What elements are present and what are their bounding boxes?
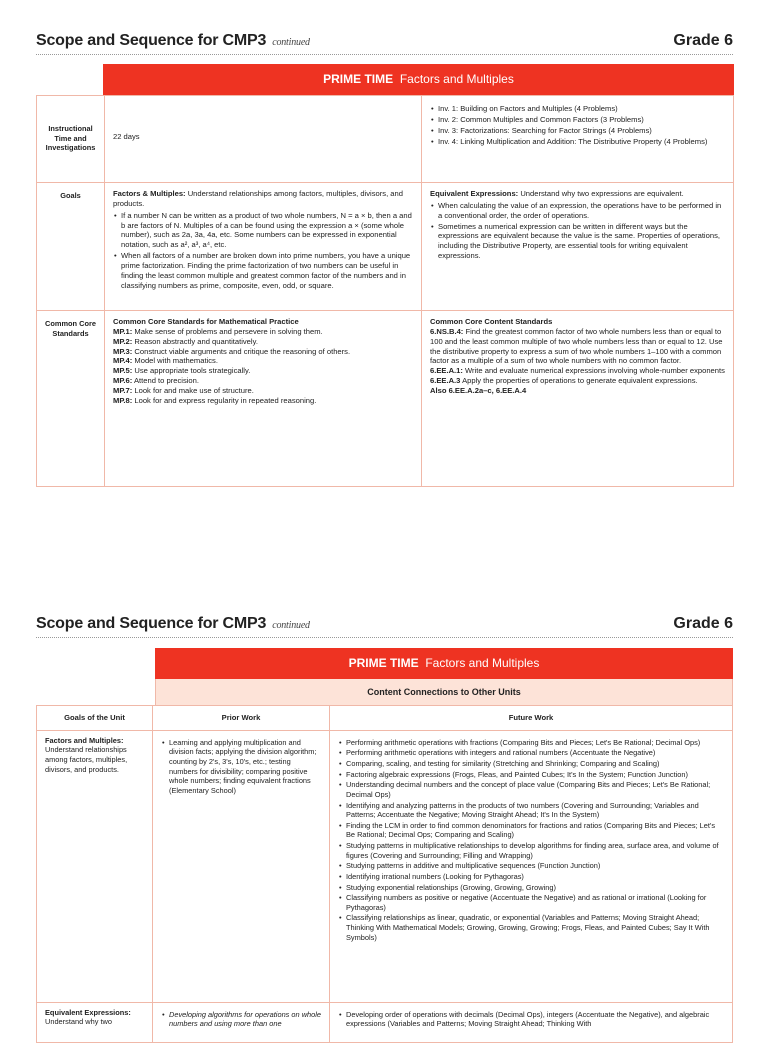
also-standards: Also 6.EE.A.2a–c, 6.EE.A.4 [430, 386, 527, 396]
future-item: • Understanding decimal numbers and the concept of place value (Comparing Bits and Pieces; Let's Be Rational; Decimal Ops) [346, 780, 724, 799]
grade-label: Grade 6 [673, 615, 733, 632]
future-item: • Developing order of operations with decimals (Decimal Ops), integers (Accentuate the Negative), and algebraic expressions (Variables and Patterns; Moving Straight Ahead; Thinking With [346, 1010, 724, 1029]
practice-title: Common Core Standards for Mathematical Practice [113, 317, 299, 326]
goals-label: Goals [37, 183, 105, 311]
days-cell: 22 days [105, 96, 422, 183]
investigation-item: • Inv. 1: Building on Factors and Multiples (4 Problems) [438, 104, 725, 114]
goal-title: Equivalent Expressions: [45, 1007, 131, 1017]
col-prior: Prior Work [153, 706, 330, 731]
investigations-list [430, 104, 725, 146]
goal-bullet: • When calculating the value of an expression, the operations have to be performed in a conventional order, the order of operations. [438, 201, 725, 221]
practice-list [113, 327, 413, 406]
instructional-label: Instructional Time and Investigations [37, 96, 105, 183]
unit-name: PRIME TIME [323, 72, 394, 86]
unit-banner [155, 648, 733, 679]
goal-title: Factors and Multiples: [45, 735, 124, 745]
unit-subtitle: Factors and Multiples [399, 72, 514, 86]
content-standard: 6.EE.A.3 Apply the properties of operations to generate equivalent expressions. [430, 376, 698, 386]
goal-bullet: • When all factors of a number are broken down into prime numbers, you have a unique prime factorization. Finding the prime factorization of two numbers can be useful in finding the least common multiple and greatest common factor of the numbers and in classifying numbers as prime, composite, even, odd, or square. [121, 251, 413, 290]
future-item: • Classifying numbers as positive or negative (Accentuate the Negative) and as rational or irrational (Looking for Pythagoras) [346, 893, 724, 912]
practice-cell [105, 311, 422, 487]
col-goals: Goals of the Unit [37, 706, 153, 731]
instructional-row [37, 96, 734, 183]
goal-right-list [430, 201, 725, 261]
future-item: • Identifying and analyzing patterns in the products of two numbers (Covering and Surrounding; Variables and Patterns; Accentuate the Negative; Moving Straight Ahead; It's In the System) [346, 801, 724, 820]
prior-cell [153, 730, 330, 1002]
investigation-item: • Inv. 3: Factorizations: Searching for Factor Strings (4 Problems) [438, 126, 725, 136]
future-item: • Identifying irrational numbers (Looking for Pythagoras) [346, 872, 724, 882]
page-title: Scope and Sequence for CMP3 continued [36, 32, 310, 49]
header-row [37, 706, 733, 731]
future-cell [330, 730, 733, 1002]
col-future: Future Work [330, 706, 733, 731]
goal-intro: Understand why two expressions are equivalent. [520, 189, 684, 198]
practice-standard: MP.6: Attend to precision. [113, 376, 199, 386]
prior-item: • Developing algorithms for operations on whole numbers and using more than one [169, 1010, 321, 1029]
practice-standard: MP.3: Construct viable arguments and critique the reasoning of others. [113, 346, 351, 356]
page-title: Scope and Sequence for CMP3 continued [36, 615, 310, 632]
goal-left-list [113, 211, 413, 291]
future-item: • Studying patterns in multiplicative relationships to develop algorithms for finding area, surface area, and volume of figures (Covering and Surrounding; Filling and Wrapping) [346, 841, 724, 860]
future-item: • Performing arithmetic operations with integers and rational numbers (Accentuate the Negative) [346, 748, 724, 758]
content-title: Common Core Content Standards [430, 317, 553, 326]
future-item: • Studying patterns in additive and multiplicative sequences (Function Junction) [346, 861, 724, 871]
goal-bullet: • Sometimes a numerical expression can be written in different ways but the expressions are equivalent because the value is the same. Properties of operations, including the Distributive Property, are essential tools for writing equivalent expressions. [438, 222, 725, 261]
prior-cell [153, 1002, 330, 1042]
page-header [36, 615, 733, 638]
future-item: • Studying exponential relationships (Growing, Growing, Growing) [346, 883, 724, 893]
future-item: • Classifying relationships as linear, quadratic, or exponential (Variables and Patterns; Moving Straight Ahead; Thinking With Mathematical Models; Growing, Growing, Growing; Frogs, Fleas, and Painted Cubes; Say It With Symbols) [346, 913, 724, 942]
prior-item: • Learning and applying multiplication and division facts; applying the division algorithm; counting by 2's, 3's, 10's, etc.; testing numbers for divisibility; comparing positive whole numbers; finding equivalent fractions (Elementary School) [169, 738, 321, 796]
future-cell [330, 1002, 733, 1042]
practice-standard: MP.5: Use appropriate tools strategically. [113, 366, 251, 376]
practice-standard: MP.8: Look for and express regularity in repeated reasoning. [113, 395, 317, 405]
future-item: • Finding the LCM in order to find common denominators for fractions and ratios (Comparing Bits and Pieces; Let's Be Rational; Decimal Ops; Comparing and Scaling) [346, 821, 724, 840]
practice-standard: MP.1: Make sense of problems and persevere in solving them. [113, 326, 323, 336]
practice-standard: MP.2: Reason abstractly and quantitatively. [113, 336, 258, 346]
investigation-item: • Inv. 2: Common Multiples and Common Factors (3 Problems) [438, 115, 725, 125]
content-connections-band: Content Connections to Other Units [155, 679, 733, 705]
content-cell [422, 311, 734, 487]
goal-cell [37, 730, 153, 1002]
goals-left-cell [105, 183, 422, 311]
goals-row [37, 183, 734, 311]
continued-label: continued [272, 37, 310, 48]
future-list [338, 738, 724, 943]
goal-intro: Understand relationships among factors, multiples, divisors, and products. [113, 189, 403, 208]
goal-cell [37, 1002, 153, 1042]
scope-table [36, 95, 734, 487]
goal-title: Factors & Multiples: [113, 189, 186, 198]
goal-text: Understand why two [45, 1017, 112, 1027]
goal-title: Equivalent Expressions: [430, 189, 519, 198]
investigations-cell [422, 96, 734, 183]
standards-row [37, 311, 734, 487]
factors-row [37, 730, 733, 1002]
content-standard: 6.NS.B.4: Find the greatest common factor of two whole numbers less than or equal to 100 and the least common multiple of two whole numbers less than or equal to 12. Use the distributive property to express a sum of two whole numbers 1–100 with a common factor as a multiple of a sum of two whole numbers with no common factor. [430, 326, 723, 366]
practice-standard: MP.7: Look for and make use of structure. [113, 386, 254, 396]
content-standard: 6.EE.A.1: Write and evaluate numerical expressions involving whole-number exponents [430, 366, 725, 376]
page-header [36, 32, 733, 55]
investigation-item: • Inv. 4: Linking Multiplication and Addition: The Distributive Property (4 Problems) [438, 137, 725, 147]
goals-right-cell [422, 183, 734, 311]
unit-subtitle: Factors and Multiples [425, 656, 540, 670]
content-list [430, 327, 725, 386]
goal-bullet: • If a number N can be written as a product of two whole numbers, N = a × b, then a and b are factors of N. Multiples of a can be found using the expression a × (some whole number), such as 2a, 3a, 4a, etc. Some numbers can be expressed in exponential notation, such as a², a³, a⁴, etc. [121, 211, 413, 250]
equivalent-row [37, 1002, 733, 1042]
future-item: • Performing arithmetic operations with fractions (Comparing Bits and Pieces; Let's Be Rational; Decimal Ops) [346, 738, 724, 748]
unit-name: PRIME TIME [348, 656, 419, 670]
standards-label: Common Core Standards [37, 311, 105, 487]
practice-standard: MP.4: Model with mathematics. [113, 356, 218, 366]
connections-table [36, 705, 733, 1043]
future-item: • Factoring algebraic expressions (Frogs, Fleas, and Painted Cubes; It's In the System; Function Junction) [346, 770, 724, 780]
future-item: • Comparing, scaling, and testing for similarity (Stretching and Shrinking; Comparing and Scaling) [346, 759, 724, 769]
goal-text: Understand relationships among factors, multiples, divisors, and products. [45, 745, 128, 774]
grade-label: Grade 6 [673, 32, 733, 49]
unit-banner [103, 64, 734, 95]
continued-label: continued [272, 620, 310, 631]
